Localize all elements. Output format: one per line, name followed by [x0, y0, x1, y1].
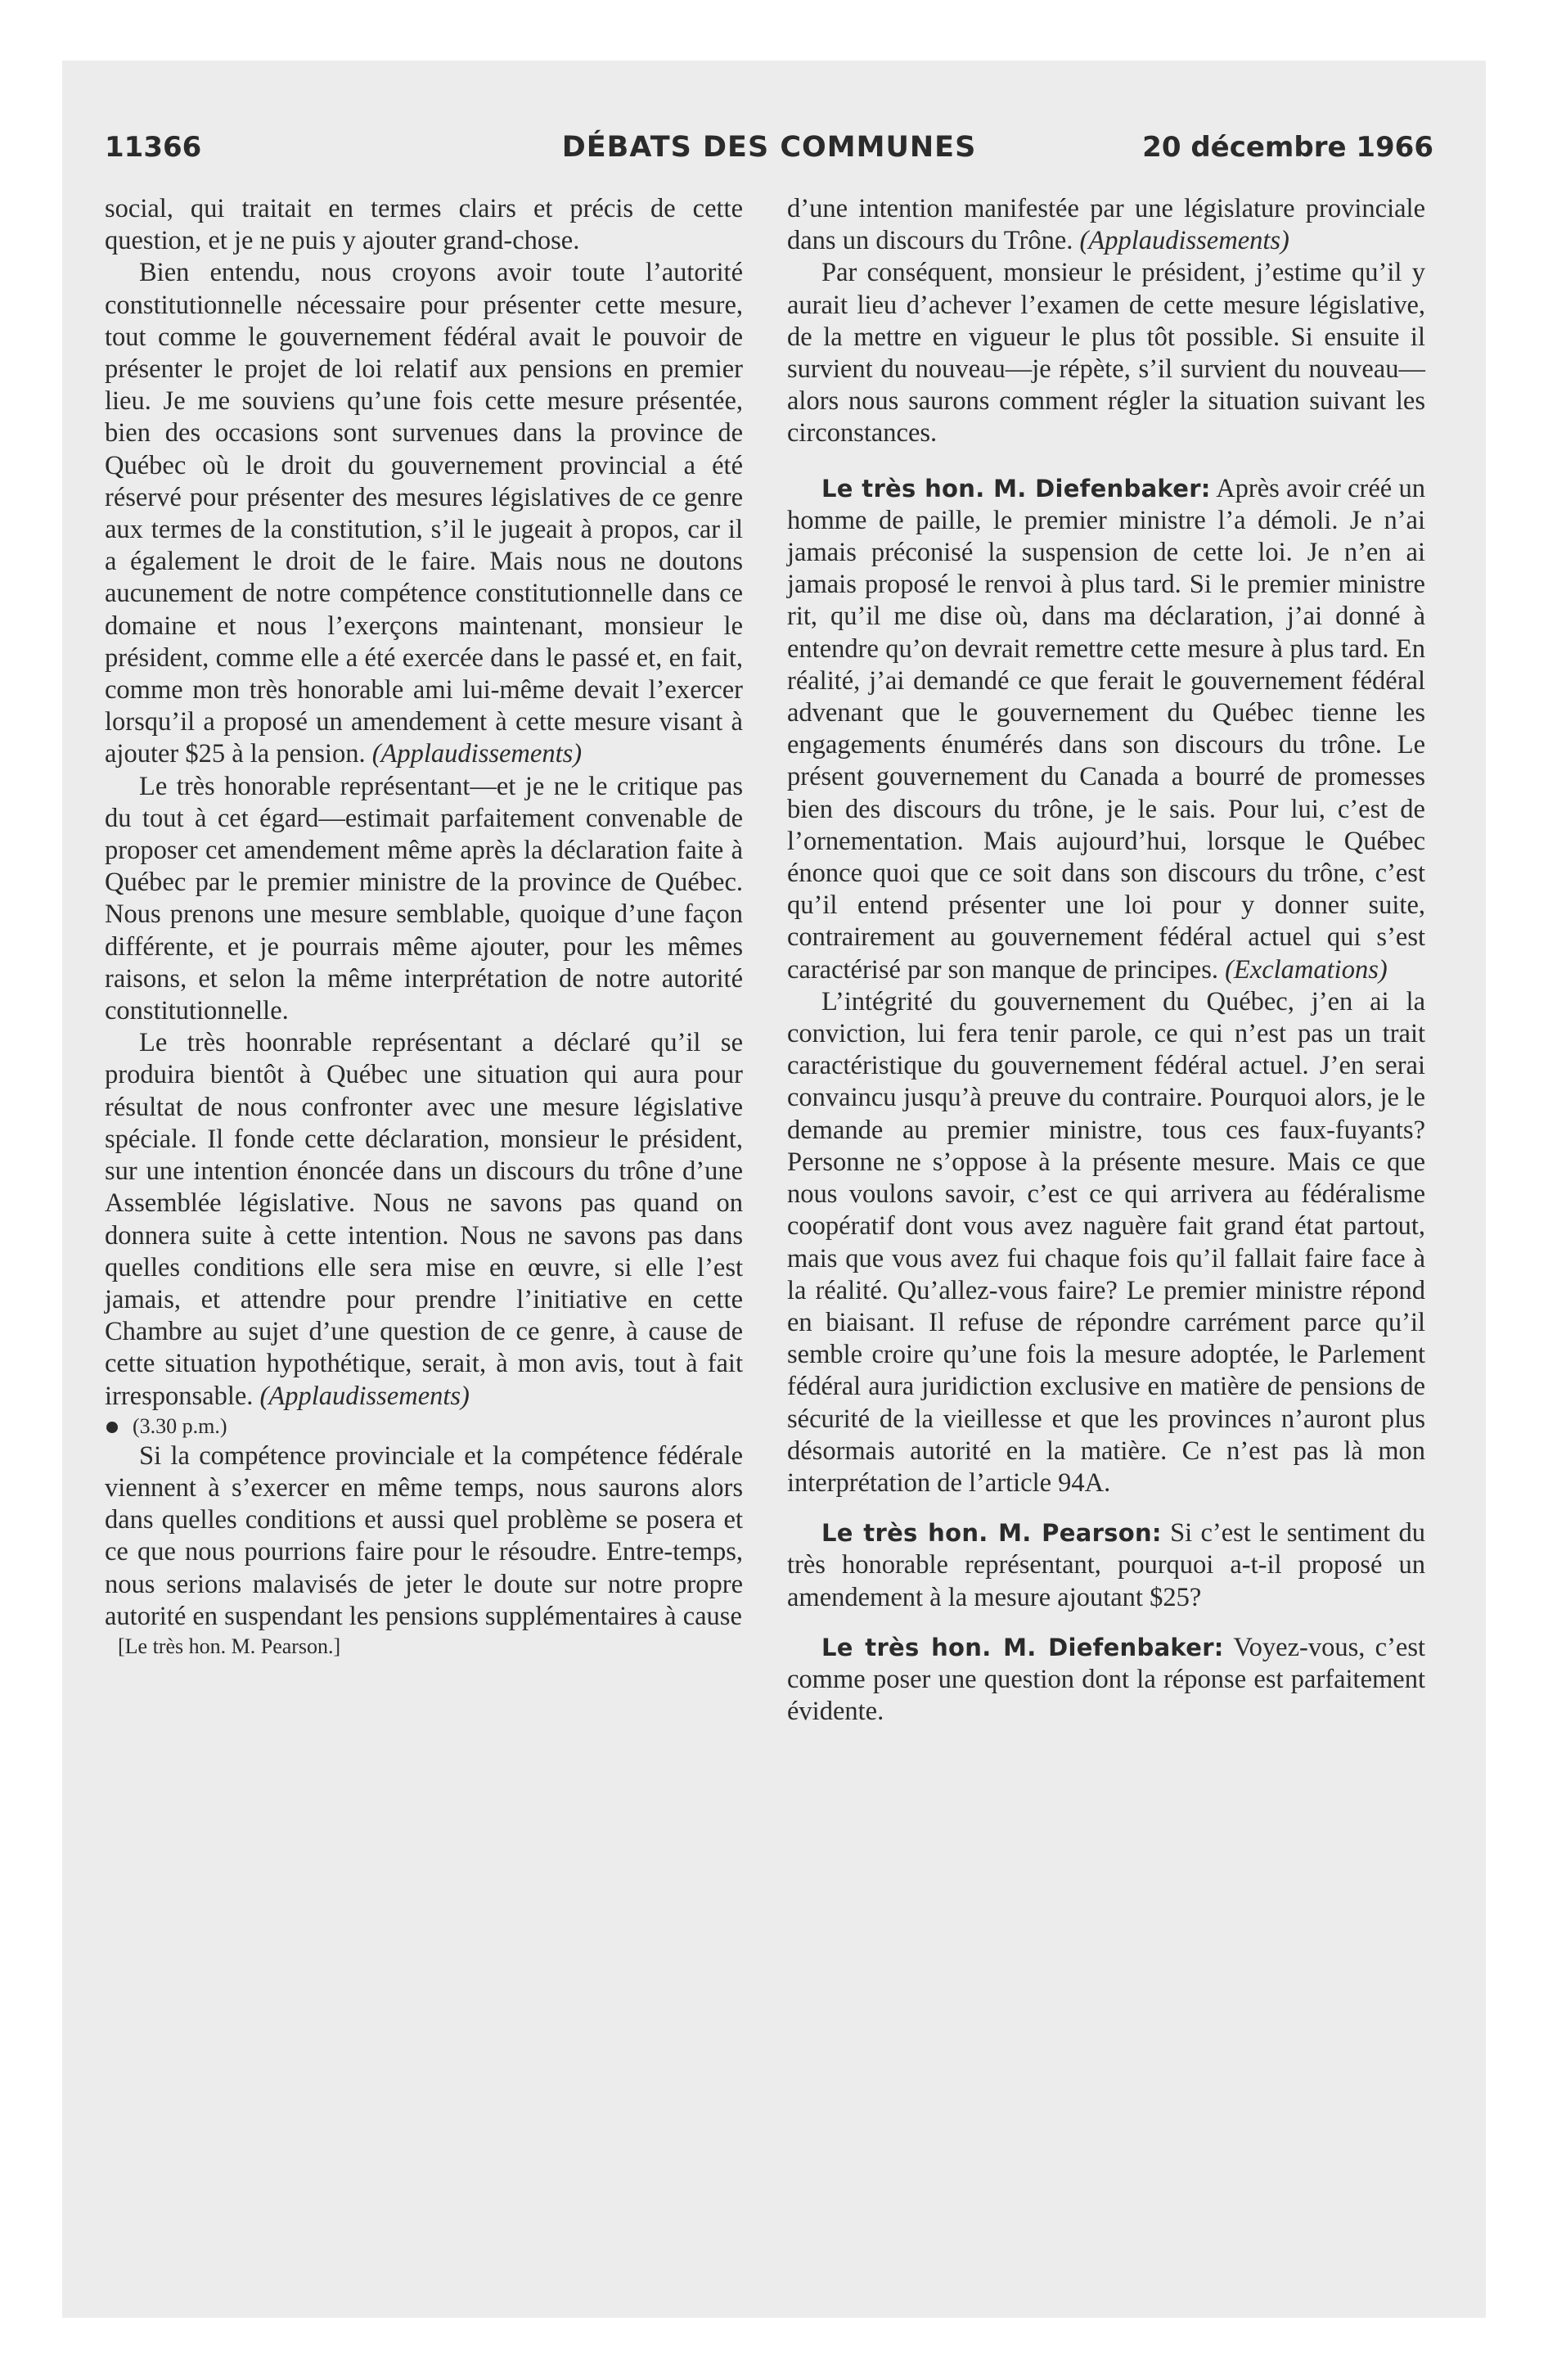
page-date: 20 décembre 1966: [1142, 131, 1433, 164]
speaker-continuation-note: [Le très hon. M. Pearson.]: [118, 1634, 341, 1658]
paragraph: Si la compétence provinciale et la compétence fédérale viennent à s’exercer en même temps, nous saurons alors dans quelles conditions et aussi quel problème se posera et ce que nous pourrions faire pour le résoudre. Entre-temps, nous serions malavisés de jeter le doute sur notre propre autorité en suspendant les pensions supplémentaires à cause: [105, 1440, 743, 1631]
bullet-icon: [106, 1422, 118, 1433]
paragraph: Le très hoonrable représentant a déclaré qu’il se produira bientôt à Québec une situation qui aura pour résultat de nous confronter avec une mesure législative spéciale. Il fonde cette déclaration, monsieur le président, sur une intention énoncée dans un discours du trône d’une Assemblée législative. Nous ne savons pas quand on donnera suite à cette intention. Nous ne savons pas dans quelles conditions elle sera mise en œuvre, si elle l’est jamais, et attendre pour prendre l’initiative en cette Chambre au sujet d’une question de ce genre, à cause de cette situation hypothétique, serait, à mon avis, tout à fait irresponsable. (Applaudissements): [105, 1028, 743, 1411]
speech-pearson: Le très hon. M. Pearson: Si c’est le sentiment du très honorable représentant, pourquoi a-t-il proposé un amendement à la mesure ajoutant $25?: [787, 1518, 1426, 1612]
applause-note: (Applaudissements): [1079, 226, 1289, 256]
paragraph: L’intégrité du gouvernement du Québec, j’en ai la conviction, lui fera tenir parole, ce qui n’est pas un trait caractéristique du gouvernement fédéral actuel. J’en serai convaincu jusqu’à preuve du contraire. Pourquoi alors, je le demande au premier ministre, tous ces faux-fuyants? Personne ne s’oppose à la présente mesure. Mais ce que nous voulons savoir, c’est ce qui arrivera au fédéralisme coopératif dont vous avez naguère fait grand état partout, mais que vous avez fui chaque fois qu’il fallait faire face à la réalité. Qu’allez-vous faire? Le premier ministre répond en biaisant. Il refuse de répondre carrément parce qu’il semble croire qu’une fois la mesure adoptée, le Parlement fédéral aura juridiction exclusive en matière de pensions de sécurité de la vieillesse et que les provinces n’auront plus désormais autorité en la matière. Ce n’est pas là mon interprétation de l’article 94A.: [787, 986, 1425, 1498]
page-number: 11366: [105, 131, 202, 164]
speaker-name: Le très hon. M. Diefenbaker:: [821, 474, 1211, 503]
time-marker: (3.30 p.m.): [105, 1413, 743, 1440]
speaker-name: Le très hon. M. Diefenbaker:: [821, 1633, 1224, 1661]
speech-diefenbaker: Le très hon. M. Diefenbaker: Après avoir créé un homme de paille, le premier ministre l’a démoli. Je n’ai jamais préconisé la suspension de cette loi. Je n’en ai jamais proposé le renvoi à plus tard. Si le premier ministre rit, qu’il me dise où, dans ma déclaration, j’ai donné à entendre qu’on devrait remettre cette mesure à plus tard. En réalité, j’ai demandé ce que ferait le gouvernement fédéral advenant que le gouvernement du Québec tienne les engagements énumérés dans son discours du trône. Le présent gouvernement du Canada a bourré de promesses bien des discours du trône, je le sais. Pour lui, c’est de l’ornementation. Mais aujourd’hui, lorsque le Québec énonce quoi que ce soit dans son discours du trône, c’est qu’il entend présenter une loi pour y donner suite, contrairement au gouvernement fédéral actuel qui s’est caractérisé par son manque de principes. (Exclamations): [787, 473, 1425, 985]
right-column: [787, 193, 1425, 1728]
applause-note: (Applaudissements): [259, 1381, 470, 1411]
applause-note: (Applaudissements): [371, 739, 583, 769]
paragraph: Le très honorable représentant—et je ne le critique pas du tout à cet égard—estimait parfaitement convenable de proposer cet amendement même après la déclaration faite à Québec par le premier ministre de la province de Québec. Nous prenons une mesure semblable, quoique d’une façon différente, et je pourrais même ajouter, pour les mêmes raisons, et selon la même interprétation de notre autorité constitutionnelle.: [105, 771, 743, 1026]
exclamations-note: (Exclamations): [1225, 954, 1388, 985]
paragraph: Bien entendu, nous croyons avoir toute l’autorité constitutionnelle nécessaire pour présenter cette mesure, tout comme le gouvernement fédéral avait le pouvoir de présenter le projet de loi relatif aux pensions en premier lieu. Je me souviens qu’une fois cette mesure présentée, bien des occasions sont survenues dans la province de Québec où le droit du gouvernement provincial a été réservé pour présenter des mesures législatives de ce genre aux termes de la constitution, s’il le jugeait à propos, car il a également le droit de le faire. Mais nous ne doutons aucunement de notre compétence constitutionnelle dans ce domaine et nous l’exerçons maintenant, monsieur le président, comme elle a été exercée dans le passé et, en fait, comme mon très honorable ami lui-même devait l’exercer lorsqu’il a proposé un amendement à cette mesure visant à ajouter $25 à la pension. (Applaudissements): [105, 258, 743, 769]
left-column: [105, 193, 743, 1661]
paragraph: d’une intention manifestée par une législature provinciale dans un discours du Trône. (Applaudissements): [787, 194, 1425, 256]
paragraph: Par conséquent, monsieur le président, j’estime qu’il y aurait lieu d’achever l’examen de cette mesure législative, de la mettre en vigueur le plus tôt possible. Si ensuite il survient du nouveau—je répète, s’il survient du nouveau—alors nous saurons comment régler la situation suivant les circonstances.: [787, 258, 1425, 449]
page-title: DÉBATS DES COMMUNES: [561, 131, 977, 164]
speaker-name: Le très hon. M. Pearson:: [821, 1519, 1162, 1548]
page-header: [105, 126, 1433, 172]
speech-diefenbaker: Le très hon. M. Diefenbaker: Voyez-vous, c’est comme poser une question dont la réponse est parfaitement évidente.: [787, 1632, 1425, 1727]
paragraph: social, qui traitait en termes clairs et précis de cette question, et je ne puis y ajouter grand-chose.: [105, 194, 743, 256]
